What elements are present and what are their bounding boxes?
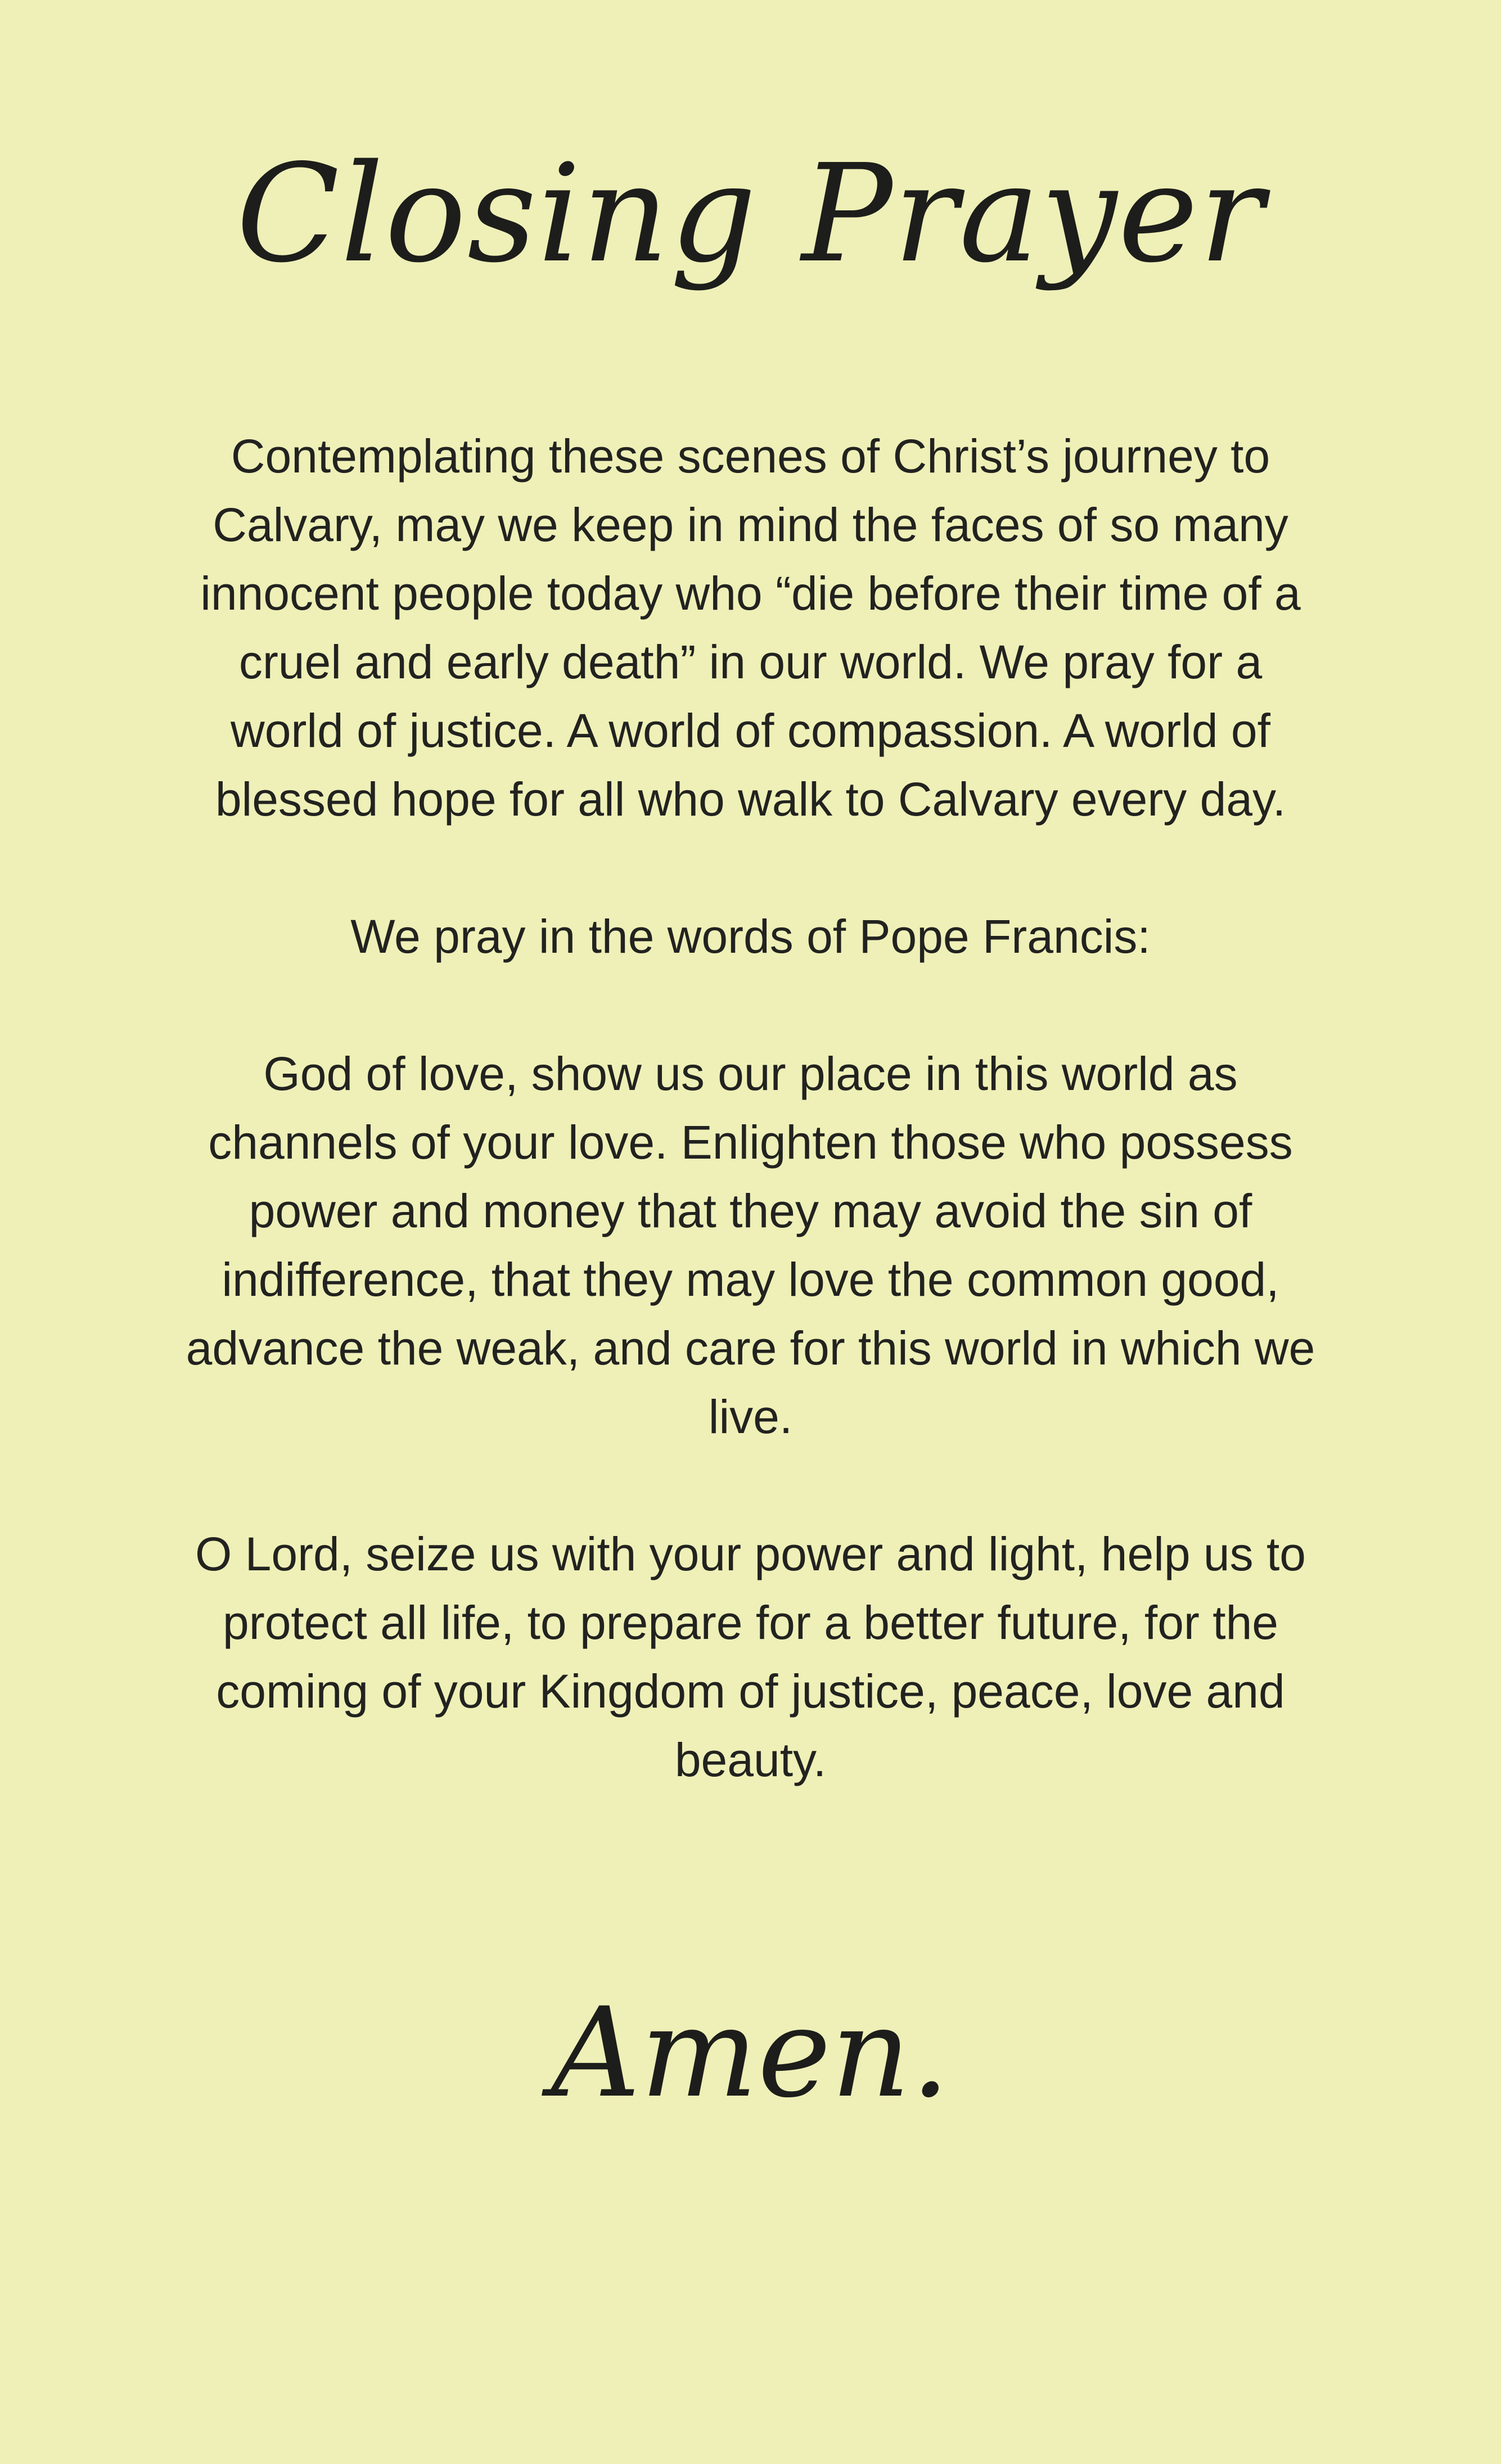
page-title: Closing Prayer bbox=[236, 135, 1265, 292]
prayer-body bbox=[186, 422, 1315, 1794]
closing-amen: Amen. bbox=[551, 1981, 950, 2125]
paragraph-intro: We pray in the words of Pope Francis: bbox=[350, 910, 1151, 963]
paragraph-contemplation: Contemplating these scenes of Christ’s journey to Calvary, may we keep in mind the faces of so many innocent people today who “die before their time of a cruel and early death” in our world. We pray for a world of justice. A world of compassion. A world of blessed hope for all who walk to Calvary every day. bbox=[200, 430, 1301, 826]
paragraph-o-lord: O Lord, seize us with your power and light, help us to protect all life, to prepare for a better future, for the coming of your Kingdom of justice, peace, love and beauty. bbox=[195, 1528, 1306, 1786]
paragraph-god-of-love: God of love, show us our place in this world as channels of your love. Enlighten those who possess power and money that they may avoid the sin of indifference, that they may love the common good, advance the weak, and care for this world in which we live. bbox=[186, 1047, 1315, 1443]
